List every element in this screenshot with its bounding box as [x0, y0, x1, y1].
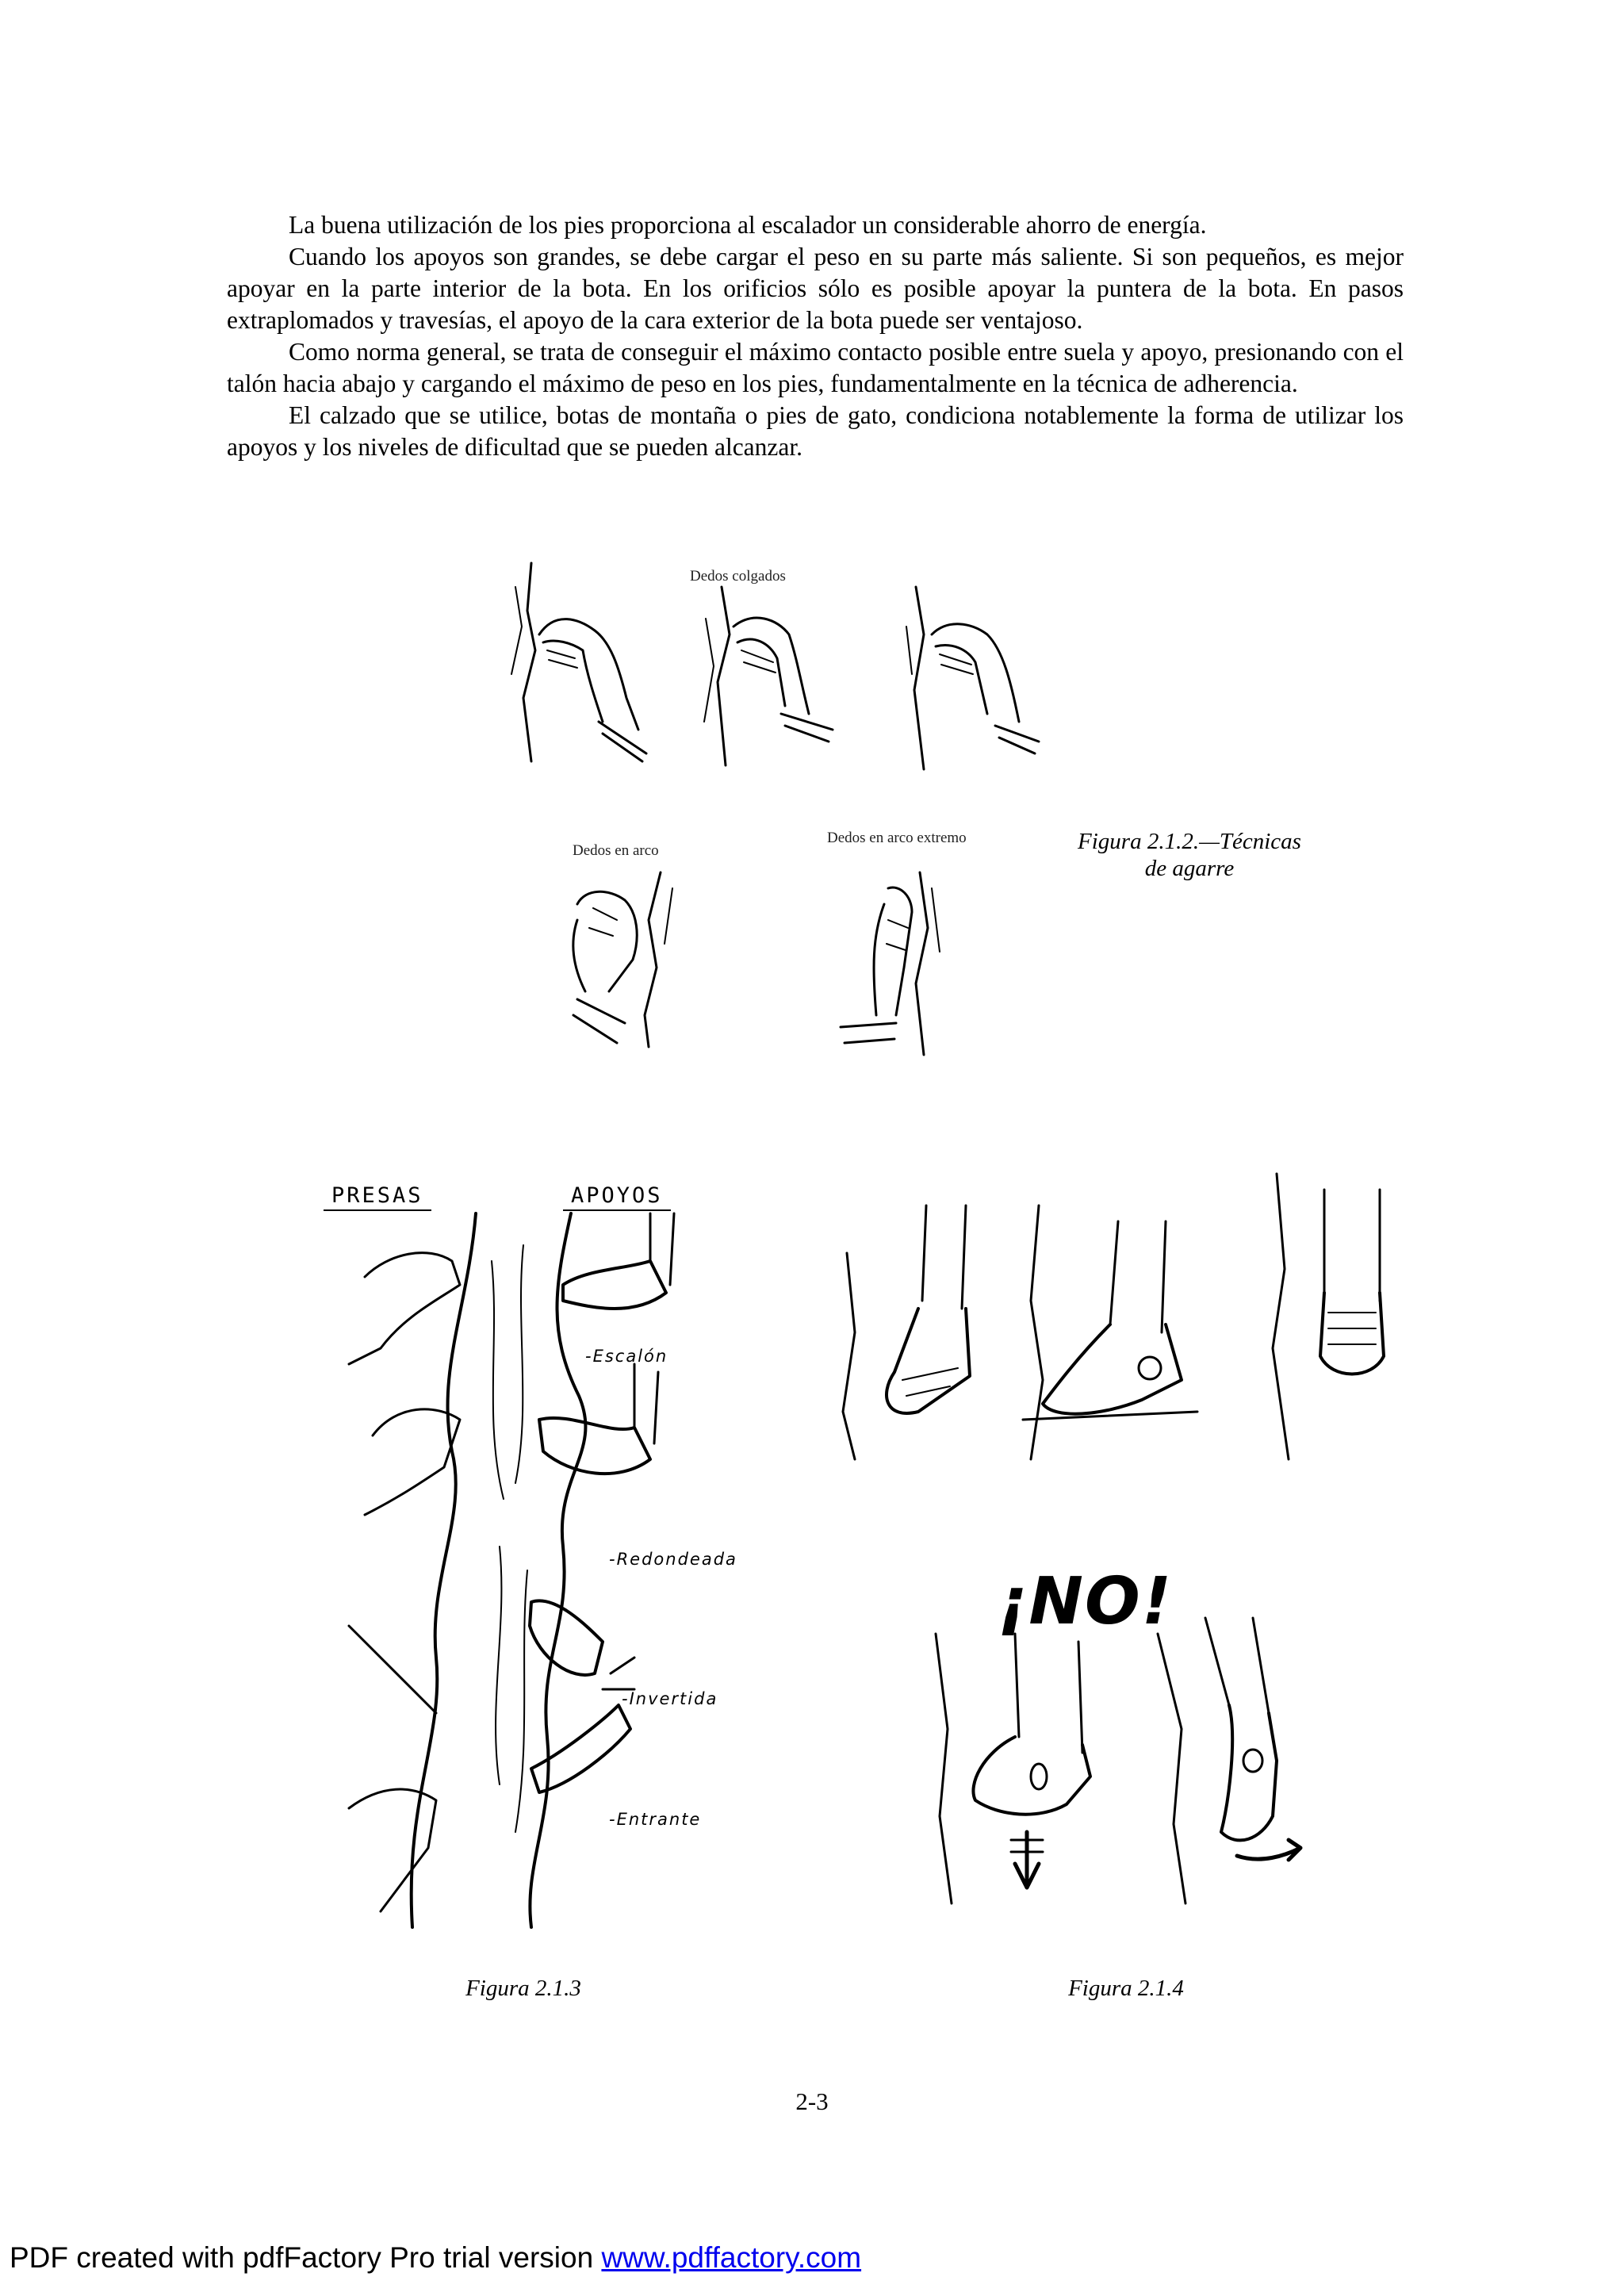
- wrong-foot-sketch-2: [1142, 1618, 1316, 1903]
- foot-sketch-3: [1261, 1174, 1411, 1459]
- caption-line-1: Figura 2.1.2.—Técnicas: [1078, 829, 1301, 854]
- label-escalon: -Escalón: [585, 1347, 668, 1366]
- paragraph-1: La buena utilización de los pies proporciona al escalador un considerable ahorro de energía.: [289, 211, 1207, 239]
- paragraph-4: El calzado que se utilice, botas de montaña o pies de gato, condiciona notablemente la forma de utilizar los apoyos y los niveles de dificultad que se pueden alcanzar.: [227, 401, 1404, 461]
- label-dedos-en-arco: Dedos en arco: [573, 842, 659, 859]
- heading-presas: PRESAS: [324, 1183, 431, 1211]
- footer-text: PDF created with pdfFactory Pro trial version: [10, 2241, 602, 2274]
- hand-sketch-2: [698, 587, 841, 765]
- label-invertida: -Invertida: [622, 1689, 718, 1708]
- wrong-foot-sketch-1: [928, 1634, 1118, 1903]
- page-number: 2-3: [795, 2087, 829, 2115]
- hand-sketch-5: [809, 857, 952, 1071]
- paragraph-2: Cuando los apoyos son grandes, se debe cargar el peso en su parte más saliente. Si son pequeños, es mejor apoyar en la parte interior de la bota. En los orificios sólo es posible apoyar la puntera de la bota. En pasos extraplomados y travesías, el apoyo de la cara exterior de la bota puede ser ventajoso.: [227, 243, 1404, 334]
- foot-sketch-1: [831, 1205, 990, 1459]
- label-dedos-en-arco-extremo: Dedos en arco extremo: [827, 830, 967, 846]
- foot-sketch-2: [1007, 1205, 1205, 1459]
- caption-figure-2-1-3: Figura 2.1.3: [465, 1976, 581, 2001]
- no-label: ¡NO!: [998, 1564, 1174, 1639]
- caption-figure-2-1-2: [1047, 828, 1332, 882]
- body-text: [227, 209, 1404, 463]
- label-redondeada: -Redondeada: [609, 1550, 737, 1569]
- caption-figure-2-1-4: Figura 2.1.4: [1068, 1976, 1184, 2001]
- label-entrante: -Entrante: [609, 1810, 702, 1829]
- footer: [10, 2241, 861, 2275]
- footer-link[interactable]: www.pdffactory.com: [601, 2241, 862, 2274]
- caption-line-2: de agarre: [1144, 856, 1235, 881]
- label-dedos-colgados: Dedos colgados: [690, 568, 786, 585]
- hand-sketch-1: [500, 563, 650, 761]
- hand-sketch-3: [900, 587, 1047, 769]
- heading-apoyos: APOYOS: [563, 1183, 671, 1211]
- hand-sketch-4: [530, 857, 680, 1047]
- paragraph-3: Como norma general, se trata de conseguir el máximo contacto posible entre suela y apoyo, presionando con el talón hacia abajo y cargando el máximo de peso en los pies, fundamentalmente en la técnica de adherencia.: [227, 338, 1404, 397]
